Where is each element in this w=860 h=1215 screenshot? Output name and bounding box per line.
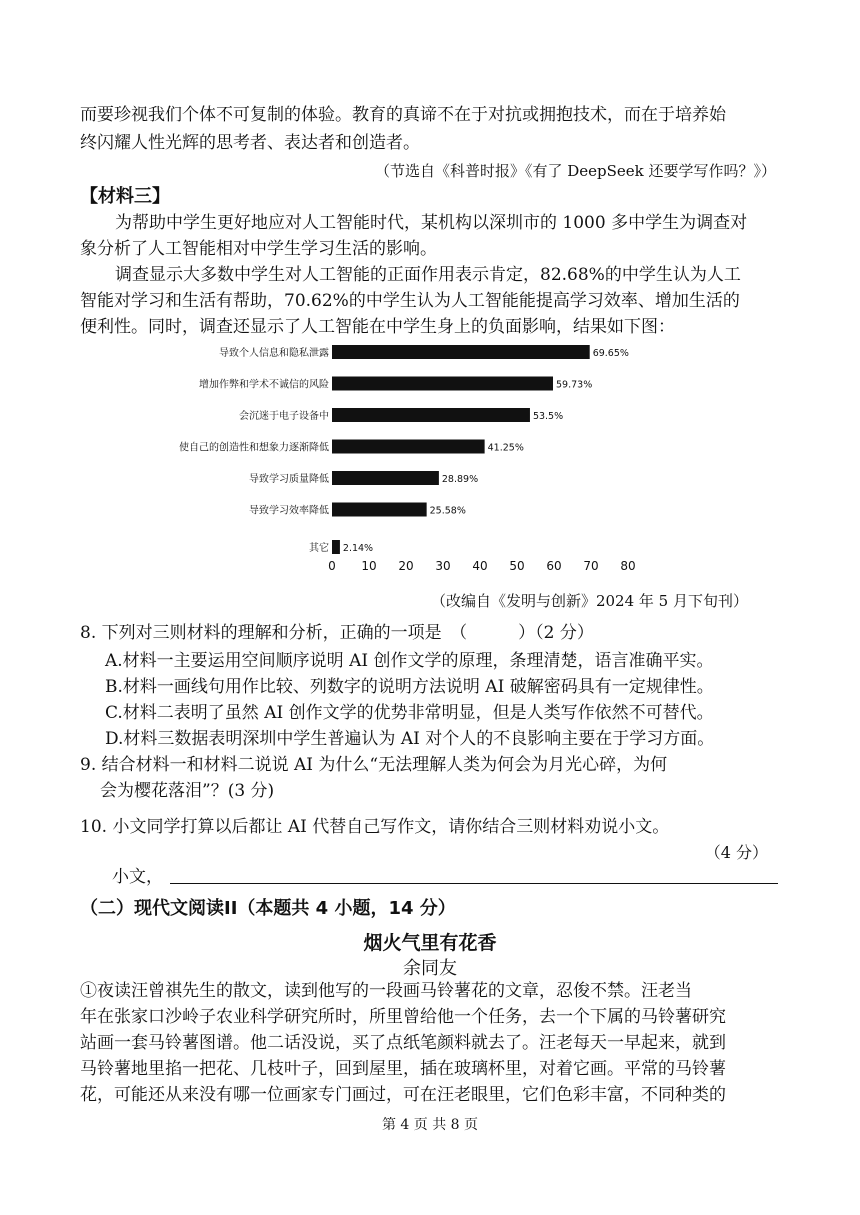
x-tick-label: 80 <box>620 559 636 573</box>
bar <box>332 377 553 391</box>
material3-paragraph-line: 智能对学习和生活有帮助，70.62%的中学生认为人工智能能提高学习效率、增加生活的 <box>80 291 740 311</box>
bar <box>332 503 427 517</box>
essay-author: 余同友 <box>403 958 457 979</box>
category-label: 导致个人信息和隐私泄露 <box>219 348 329 359</box>
x-tick-label: 10 <box>361 559 377 573</box>
bar <box>332 471 439 485</box>
material3-paragraph-line: 调查显示大多数中学生对人工智能的正面作用表示肯定，82.68%的中学生认为人工 <box>115 265 741 285</box>
essay-title: 烟火气里有花香 <box>363 932 497 954</box>
x-tick-label: 60 <box>546 559 562 573</box>
material2-source: （节选自《科普时报》《有了 DeepSeek 还要学写作吗？》） <box>374 162 776 180</box>
material2-line: 而要珍视我们个体不可复制的体验。教育的真谛不在于对抗或拥抱技术，而在于培养始 <box>80 105 726 125</box>
value-label: 28.89% <box>441 474 479 485</box>
answer-prefix: 小文， <box>112 867 163 887</box>
material3-paragraph-line: 为帮助中学生更好地应对人工智能时代，某机构以深圳市的 1000 多中学生为调查对 <box>115 213 748 233</box>
x-tick-label: 20 <box>398 559 414 573</box>
x-tick-label: 40 <box>472 559 488 573</box>
x-tick-label: 0 <box>328 559 336 573</box>
question-8-option-d: D.材料三数据表明深圳中学生普遍认为 AI 对个人的不良影响主要在于学习方面。 <box>105 729 715 749</box>
material2-line: 终闪耀人性光辉的思考者、表达者和创造者。 <box>80 133 420 153</box>
question-8-option-c: C.材料二表明了虽然 AI 创作文学的优势非常明显，但是人类写作依然不可替代。 <box>105 703 714 723</box>
x-tick-label: 70 <box>583 559 599 573</box>
category-label: 其它 <box>309 543 329 554</box>
question-8-option-b: B.材料一画线句用作比较、列数字的说明方法说明 AI 破解密码具有一定规律性。 <box>105 677 714 697</box>
bar <box>332 440 485 454</box>
question-9-continued: 会为樱花落泪”？(3 分) <box>100 781 275 801</box>
section-heading: （二）现代文阅读II（本题共 4 小题，14 分） <box>80 898 456 919</box>
bar <box>332 540 340 554</box>
category-label: 导致学习质量降低 <box>249 474 329 485</box>
essay-line: 年在张家口沙岭子农业科学研究所时，所里曾给他一个任务，去一个下属的马铃薯研究 <box>80 1007 726 1027</box>
x-tick-label: 50 <box>509 559 525 573</box>
question-8-option-a: A.材料一主要运用空间顺序说明 AI 创作文学的原理，条理清楚，语言准确平实。 <box>105 651 714 671</box>
essay-line: 站画一套马铃薯图谱。他二话没说，买了点纸笔颜料就去了。汪老每天一早起来，就到 <box>80 1033 726 1053</box>
value-label: 2.14% <box>342 543 374 554</box>
category-label: 导致学习效率降低 <box>249 505 329 517</box>
material3-paragraph-line: 象分析了人工智能相对中学生学习生活的影响。 <box>80 239 437 259</box>
material3-source: （改编自《发明与创新》2024 年 5 月下旬刊） <box>430 592 748 610</box>
material3-heading: 【材料三】 <box>80 186 170 207</box>
bar <box>332 408 530 422</box>
question-10: 10. 小文同学打算以后都让 AI 代替自己写作文，请你结合三则材料劝说小文。 <box>80 817 670 837</box>
value-label: 25.58% <box>429 505 466 517</box>
category-label: 增加作弊和学术不诚信的风险 <box>199 379 329 391</box>
x-tick-label: 30 <box>435 559 451 573</box>
category-label: 会沉迷于电子设备中 <box>239 411 329 422</box>
question-8: 8. 下列对三则材料的理解和分析，正确的一项是 （ ）（2 分） <box>80 623 594 643</box>
essay-line: 马铃薯地里掐一把花、几枝叶子，回到屋里，插在玻璃杯里，对着它画。平常的马铃薯 <box>80 1059 726 1079</box>
material3-paragraph-line: 便利性。同时，调查还显示了人工智能在中学生身上的负面影响，结果如下图： <box>80 317 675 337</box>
answer-blank-line[interactable] <box>170 883 778 884</box>
survey-bar-chart <box>170 343 670 578</box>
essay-line: 花，可能还从来没有哪一位画家专门画过，可在汪老眼里，它们色彩丰富，不同种类的 <box>80 1085 726 1105</box>
essay-line: ①夜读汪曾祺先生的散文，读到他写的一段画马铃薯花的文章，忍俊不禁。汪老当 <box>80 981 692 1001</box>
value-label: 59.73% <box>556 379 593 391</box>
question-10-score: （4 分） <box>704 843 768 862</box>
value-label: 41.25% <box>487 442 524 454</box>
value-label: 53.5% <box>532 411 564 422</box>
question-9: 9. 结合材料一和材料二说说 AI 为什么“无法理解人类为何会为月光心碎，为何 <box>80 755 668 775</box>
value-label: 69.65% <box>592 348 629 359</box>
category-label: 使自己的创造性和想象力逐渐降低 <box>179 442 329 454</box>
page-footer: 第 4 页 共 8 页 <box>381 1117 479 1133</box>
bar <box>332 345 590 359</box>
